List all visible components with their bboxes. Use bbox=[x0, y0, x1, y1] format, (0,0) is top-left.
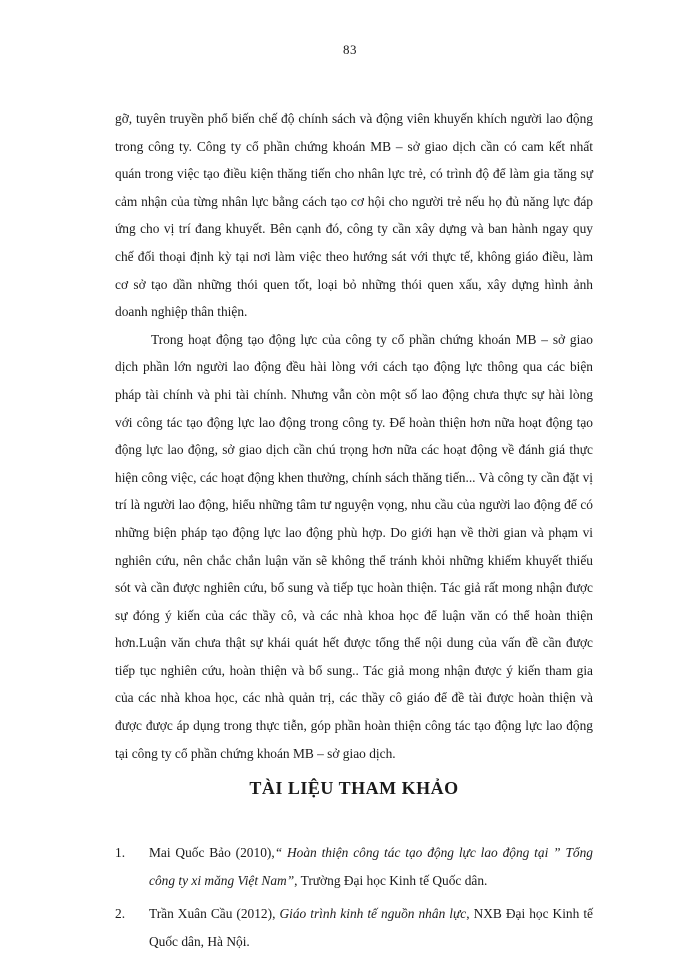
reference-title: “ Hoàn thiện công tác tạo động lực lao động tại ” Tổng công ty xi măng Việt Nam” bbox=[149, 845, 593, 888]
reference-text bbox=[149, 900, 593, 955]
reference-author: Trần Xuân Cầu (2012), bbox=[149, 906, 276, 922]
body-text bbox=[115, 105, 593, 962]
reference-item bbox=[115, 839, 593, 894]
reference-title: Giáo trình kinh tế nguồn nhân lực bbox=[279, 906, 467, 922]
references-list bbox=[115, 839, 593, 955]
reference-number: 1. bbox=[115, 845, 126, 861]
reference-publisher: , NXB Đại học Kinh tế Quốc dân, Hà Nội. bbox=[149, 906, 593, 950]
reference-text bbox=[149, 839, 593, 894]
reference-publisher: , Trường Đại học Kinh tế Quốc dân. bbox=[294, 872, 488, 888]
paragraph-conclusion: Trong hoạt động tạo động lực của công ty cổ phần chứng khoán MB – sở giao dịch phần lớn người lao động đều hài lòng với cách tạo động lực thông qua các biện pháp tài chính và phi tài chính. Nhưng vẫn còn một số lao động chưa thực sự hài lòng với công tác tạo động lực lao động trong công ty. Để hoàn thiện hơn nữa hoạt động tạo động lực lao động, sở giao dịch cần chú trọng hơn nữa các hoạt động về đánh giá thực hiện công việc, các hoạt động khen thưởng, chính sách thăng tiến... Và công ty cần đặt vị trí là người lao động, hiểu những tâm tư nguyện vọng, nhu cầu của người lao động để có những biện pháp tạo động lực lao động phù hợp. Do giới hạn về thời gian và phạm vi nghiên cứu, nên chắc chắn luận văn sẽ không thể tránh khỏi những khiếm khuyết thiếu sót và cần được nghiên cứu, bổ sung và tiếp tục hoàn thiện. Tác giả rất mong nhận được sự đóng ý kiến của các thầy cô, và các nhà khoa học để luận văn có thể hoàn thiện hơn.Luận văn chưa thật sự khái quát hết được tổng thể nội dung của vấn đề cần được tiếp tục nghiên cứu, hoàn thiện và bổ sung.. Tác giả mong nhận được ý kiến tham gia của các nhà khoa học, các nhà quản trị, các thầy cô giáo để đề tài được hoàn thiện và được được áp dụng trong thực tiễn, góp phần hoàn thiện công tác tạo động lực lao động tại công ty cổ phần chứng khoán MB – sở giao dịch. bbox=[115, 331, 593, 761]
page-number: 83 bbox=[343, 42, 357, 57]
reference-author: Mai Quốc Bảo (2010), bbox=[149, 845, 275, 861]
paragraph-continuation: gỡ, tuyên truyền phổ biến chế độ chính sách và động viên khuyến khích người lao động trong công ty. Công ty cổ phần chứng khoán MB – sở giao dịch cần có cam kết nhất quán trong việc tạo điều kiện thăng tiến cho nhân lực trẻ, có trình độ để làm gia tăng sự cảm nhận của từng nhân lực bằng cách tạo cơ hội cho người trẻ nếu họ đủ năng lực đáp ứng cho vị trí đang khuyết. Bên cạnh đó, công ty cần xây dựng và ban hành ngay quy chế đối thoại định kỳ tại nơi làm việc theo hướng sát với thực tế, không giáo điều, làm cơ sở tạo dần những thói quen tốt, loại bỏ những thói quen xấu, xây dựng hình ảnh doanh nghiệp thân thiện. bbox=[115, 111, 593, 320]
references-heading: TÀI LIỆU THAM KHẢO bbox=[249, 778, 459, 799]
reference-item bbox=[115, 900, 593, 955]
reference-number: 2. bbox=[115, 906, 126, 922]
